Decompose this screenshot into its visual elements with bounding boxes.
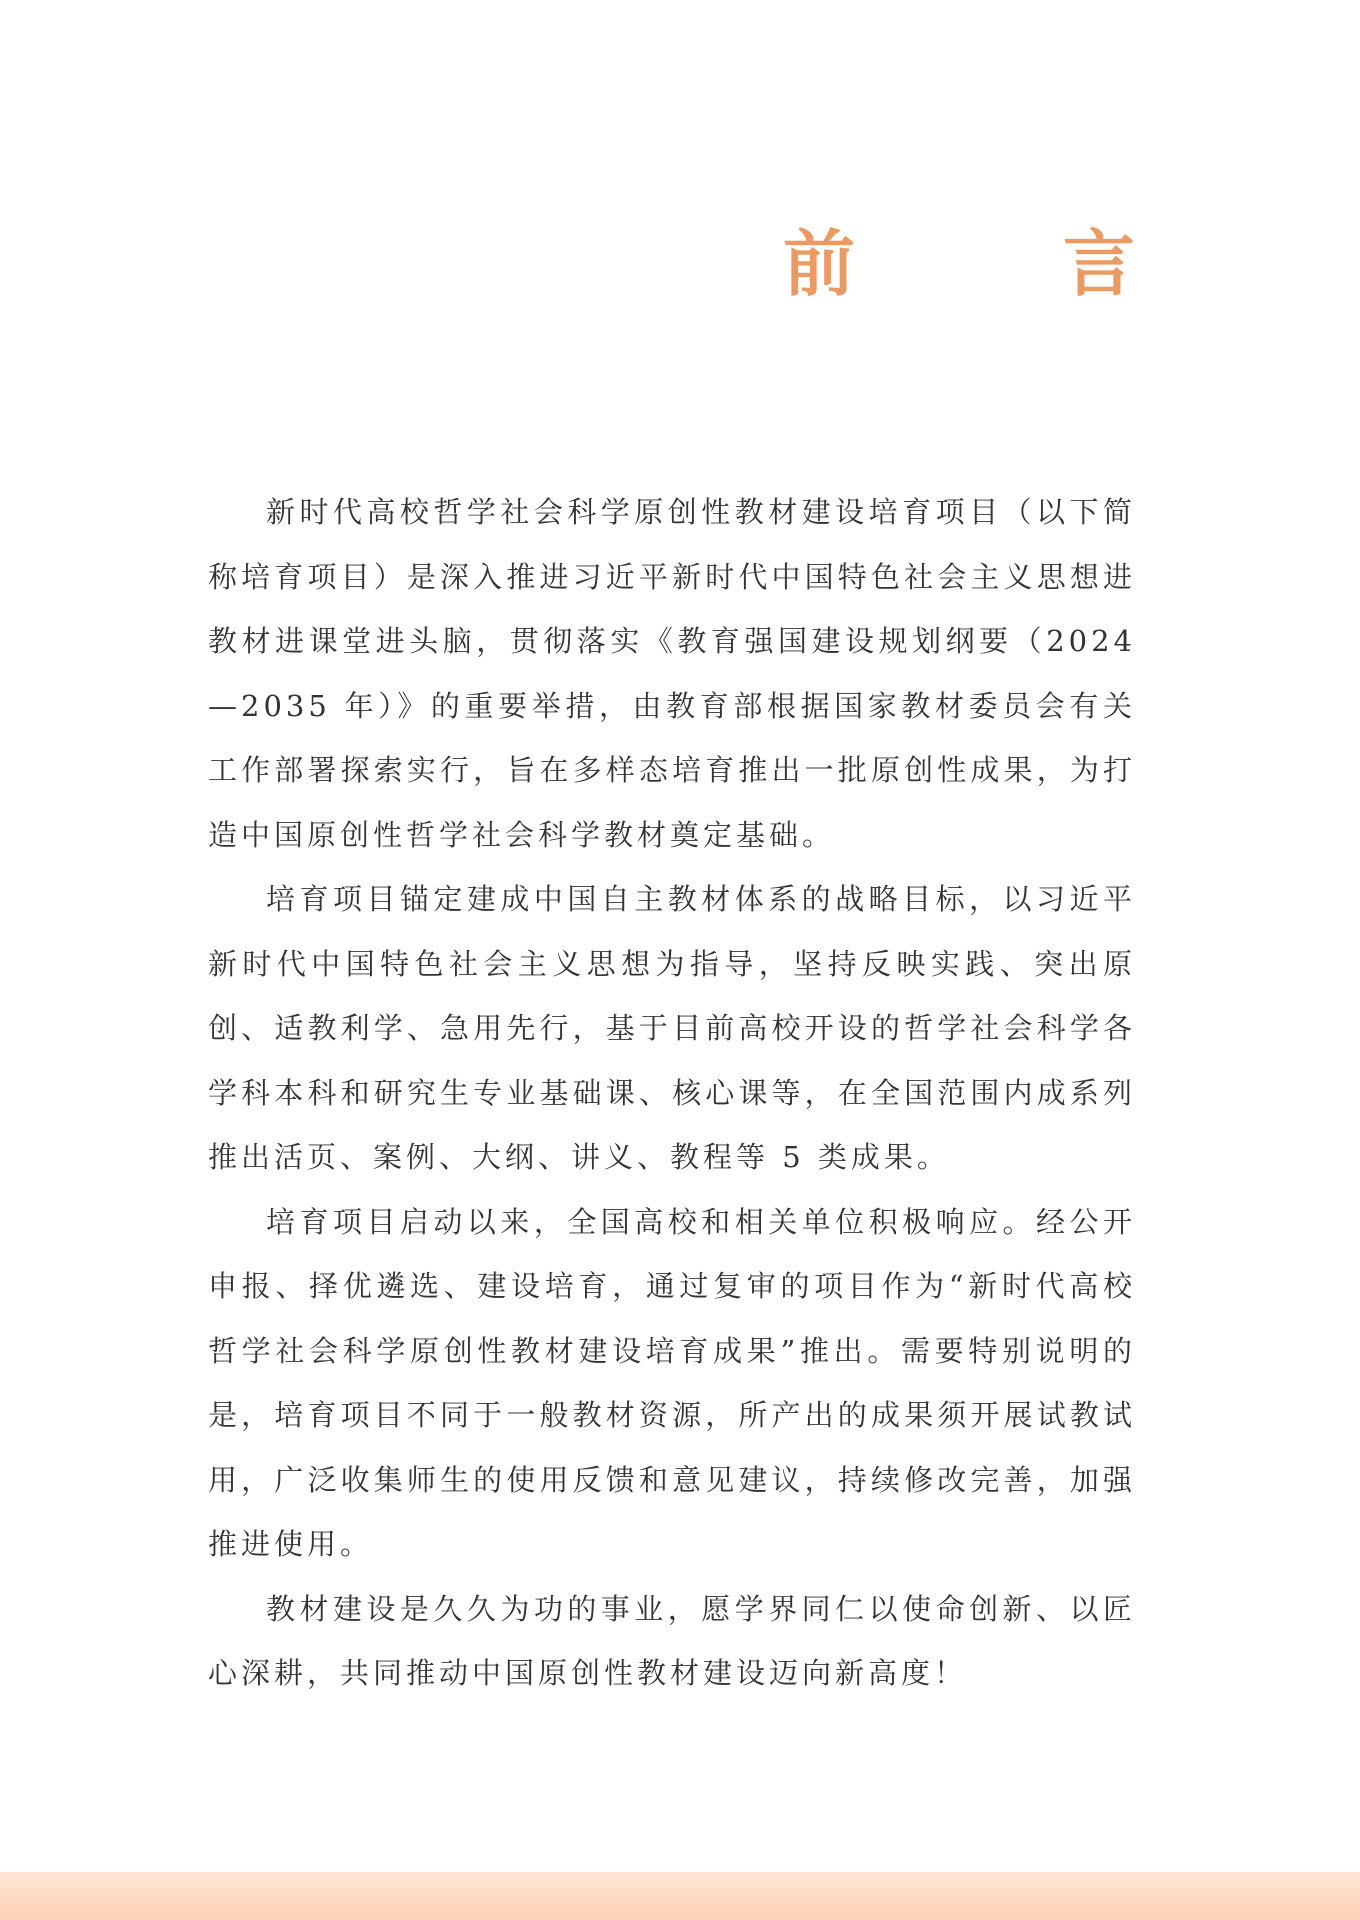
paragraph: 新时代高校哲学社会科学原创性教材建设培育项目（以下简称培育项目）是深入推进习近平新时代中国特色社会主义思想进教材进课堂进头脑，贯彻落实《教育强国建设规划纲要（2024—2035 年）》的重要举措，由教育部根据国家教材委员会有关工作部署探索实行，旨在多样态培育推出一批原创性成果，为打造中国原创性哲学社会科学教材奠定基础。 bbox=[208, 495, 1136, 852]
paragraph: 培育项目锚定建成中国自主教材体系的战略目标，以习近平新时代中国特色社会主义思想为指导，坚持反映实践、突出原创、适教利学、急用先行，基于目前高校开设的哲学社会科学各学科本科和研究生专业基础课、核心课等，在全国范围内成系列推出活页、案例、大纲、讲义、教程等 5 类成果。 bbox=[208, 882, 1136, 1174]
preface-body bbox=[208, 480, 1136, 1706]
page-title: 前 言 bbox=[782, 221, 1203, 306]
footer-decoration-band bbox=[0, 1872, 1360, 1920]
paragraph: 教材建设是久久为功的事业，愿学界同仁以使命创新、以匠心深耕，共同推动中国原创性教材建设迈向新高度！ bbox=[208, 1591, 1136, 1690]
paragraph: 培育项目启动以来，全国高校和相关单位积极响应。经公开申报、择优遴选、建设培育，通过复审的项目作为“新时代高校哲学社会科学原创性教材建设培育成果”推出。需要特别说明的是，培育项目不同于一般教材资源，所产出的成果须开展试教试用，广泛收集师生的使用反馈和意见建议，持续修改完善，加强推进使用。 bbox=[208, 1204, 1136, 1561]
